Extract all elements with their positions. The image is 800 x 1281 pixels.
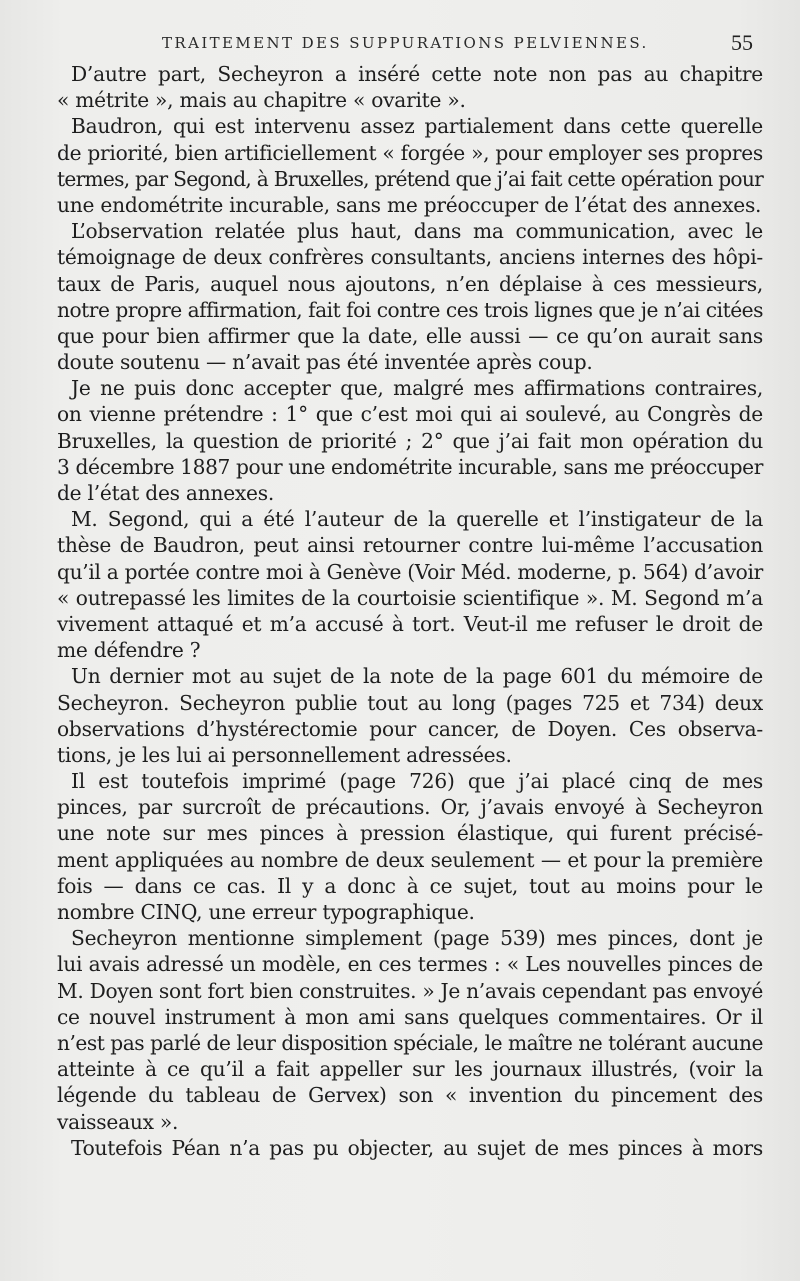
page-header: [0, 30, 800, 58]
text-line: doute soutenu — n’avait pas été inventée après coup.: [57, 350, 593, 375]
text-line: me défendre ?: [57, 638, 201, 663]
text-line: 3 décembre 1887 pour une endométrite incurable, sans me préoccuper: [57, 454, 763, 479]
text-line: de priorité, bien artificiellement « forgée », pour employer ses propres: [57, 140, 763, 165]
text-line: Un dernier mot au sujet de la note de la page 601 du mémoire de: [71, 664, 763, 689]
text-line: tions, je les lui ai personnellement adressées.: [57, 742, 512, 767]
text-line: Il est toutefois imprimé (page 726) que j’ai placé cinq de mes: [71, 769, 763, 794]
text-line: L’observation relatée plus haut, dans ma communication, avec le: [71, 219, 763, 244]
text-line: M. Segond, qui a été l’auteur de la querelle et l’instigateur de la: [71, 507, 763, 532]
text-line: thèse de Baudron, peut ainsi retourner contre lui-même l’accusation: [57, 533, 763, 558]
text-line: de l’état des annexes.: [57, 481, 275, 505]
text-line: « métrite », mais au chapitre « ovarite ».: [57, 88, 466, 113]
text-line: une note sur mes pinces à pression élastique, qui furent précisé-: [57, 821, 763, 846]
text-line: Secheyron mentionne simplement (page 539) mes pinces, dont je: [71, 926, 763, 951]
text-line: ce nouvel instrument à mon ami sans quelques commentaires. Or il: [57, 1004, 763, 1029]
text-line: lui avais adressé un modèle, en ces termes : « Les nouvelles pinces de: [57, 952, 763, 977]
text-line: notre propre affirmation, fait foi contre ces trois lignes que je n’ai citées: [57, 297, 763, 322]
text-line: une endométrite incurable, sans me préoccuper de l’état des annexes.: [57, 192, 762, 217]
text-line: vaisseaux ».: [57, 1109, 179, 1134]
text-line: termes, par Segond, à Bruxelles, prétend que j’ai fait cette opération pour: [57, 166, 763, 191]
text-line: fois — dans ce cas. Il y a donc à ce sujet, tout au moins pour le: [57, 873, 763, 898]
text-line: atteinte à ce qu’il a fait appeller sur les journaux illustrés, (voir la: [57, 1057, 763, 1082]
text-line: Secheyron. Secheyron publie tout au long (pages 725 et 734) deux: [57, 690, 763, 715]
running-title: TRAITEMENT DES SUPPURATIONS PELVIENNES.: [162, 34, 649, 52]
text-line: M. Doyen sont fort bien construites. » Je n’avais cependant pas envoyé: [57, 978, 763, 1003]
text-line: taux de Paris, auquel nous ajoutons, n’en déplaise à ces messieurs,: [57, 271, 763, 296]
text-line: ment appliquées au nombre de deux seulement — et pour la première: [57, 847, 763, 872]
text-line: Je ne puis donc accepter que, malgré mes affirmations contraires,: [71, 376, 763, 401]
text-line: observations d’hystérectomie pour cancer, de Doyen. Ces observa-: [57, 716, 763, 741]
text-line: que pour bien affirmer que la date, elle aussi — ce qu’on aurait sans: [57, 323, 763, 348]
text-line: vivement attaqué et m’a accusé à tort. Veut-il me refuser le droit de: [57, 611, 763, 636]
text-line: Bruxelles, la question de priorité ; 2° que j’ai fait mon opération du: [57, 428, 763, 453]
text-line: Toutefois Péan n’a pas pu objecter, au sujet de mes pinces à mors: [71, 1135, 763, 1160]
text-line: témoignage de deux confrères consultants, anciens internes des hôpi-: [57, 245, 763, 270]
text-line: on vienne prétendre : 1° que c’est moi qui ai soulevé, au Congrès de: [57, 402, 763, 427]
text-line: Baudron, qui est intervenu assez partialement dans cette querelle: [71, 114, 763, 139]
text-line: nombre CINQ, une erreur typographique.: [57, 900, 475, 924]
page-number: 55: [731, 30, 753, 55]
text-line: « outrepassé les limites de la courtoisie scientifique ». M. Segond m’a: [57, 585, 763, 610]
text-line: pinces, par surcroît de précautions. Or, j’avais envoyé à Secheyron: [57, 795, 763, 820]
text-line: légende du tableau de Gervex) son « invention du pincement des: [57, 1083, 763, 1108]
text-line: n’est pas parlé de leur disposition spéciale, le maître ne tolérant aucune: [57, 1030, 763, 1055]
text-line: qu’il a portée contre moi à Genève (Voir Méd. moderne, p. 564) d’avoir: [57, 559, 763, 584]
text-line: D’autre part, Secheyron a inséré cette note non pas au chapitre: [71, 62, 763, 86]
body-text: [57, 61, 763, 1161]
